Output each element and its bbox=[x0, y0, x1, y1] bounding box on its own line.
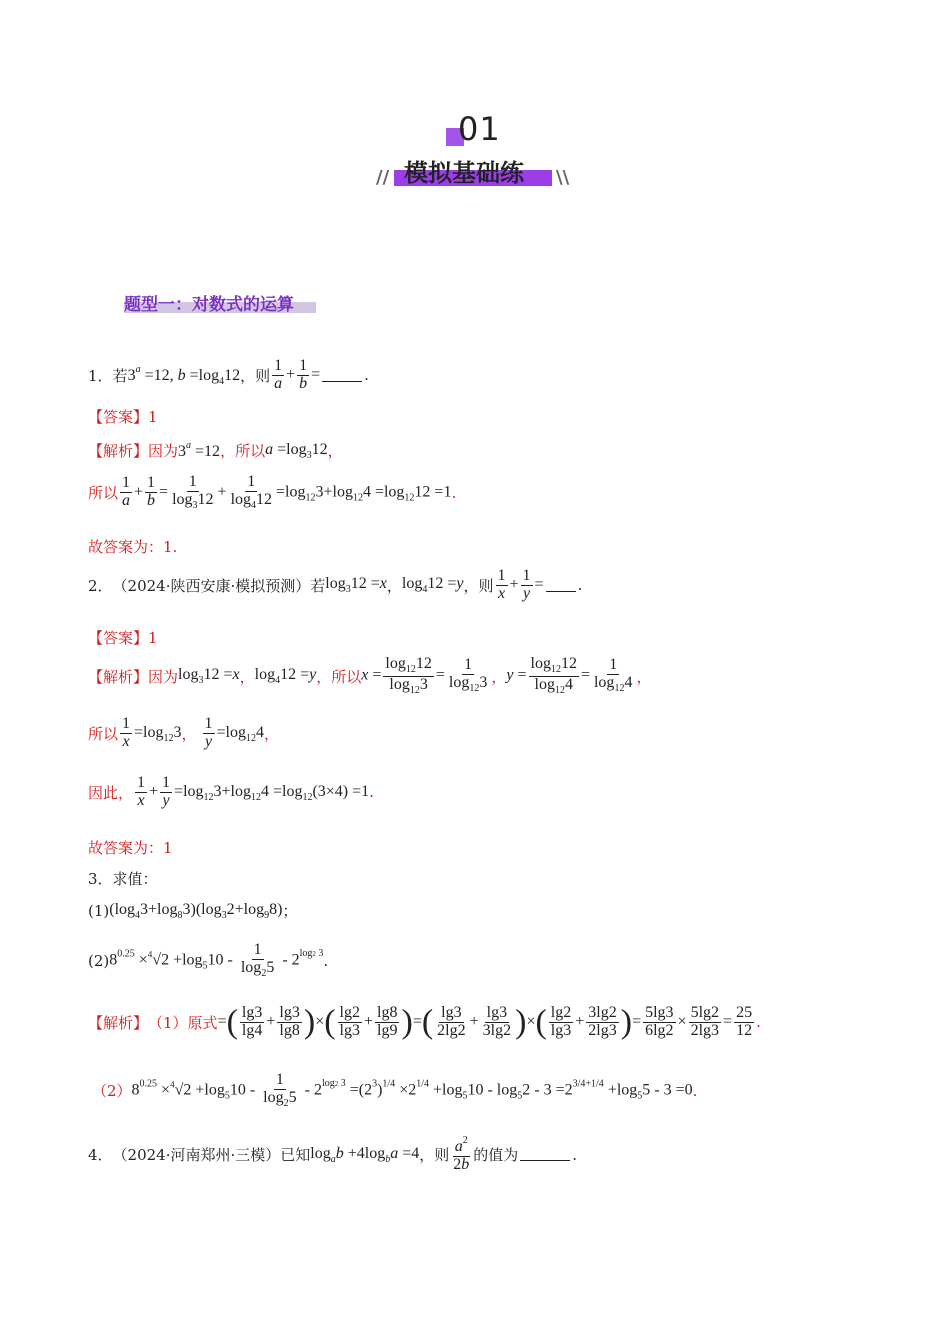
part-label: (2) bbox=[88, 951, 110, 970]
question-3 bbox=[88, 868, 158, 889]
header-right-mark: \\ bbox=[556, 167, 570, 188]
header-number: 01 bbox=[458, 110, 501, 148]
question-3-part-1: (1) $(\log_43+\log_83)(\log_32+\log_98)$ ； bbox=[88, 900, 298, 921]
text: 则 bbox=[434, 1146, 450, 1165]
text: 若 bbox=[310, 576, 326, 595]
answer-value: 1 bbox=[148, 407, 158, 426]
analysis-3-part-1: 【解析】 （1）原式 =( $\frac{\lg 3}{\lg 4}$ + $\frac{\lg 3}{\lg 8}$ )×( $\frac{\lg 2}{\lg 3}$ + $\frac{\lg 8}{\lg 9}$ )=( $\frac{\lg 3}{2\lg 2}$ + $\frac{\lg 3}{3\lg 2}$ )×( $\frac{\lg 2}{\lg 3}$ + $\frac{3\lg 2}{2\lg 3}$ )= $\frac{5\lg 3}{6\lg 2}$ × $\frac{5\lg 2}{2\lg 3}$ = $\frac{25}{12}$ . bbox=[88, 1003, 761, 1041]
part-label: （2） bbox=[92, 1082, 132, 1101]
text: 所以 bbox=[88, 724, 119, 743]
text: 求值： bbox=[112, 870, 158, 888]
final-answer-2 bbox=[88, 837, 173, 858]
analysis-1-line1: 【解析】 因为 $3^a =12$ ， 所以 $a =\log_312$ ， bbox=[88, 440, 343, 461]
text: 所以 bbox=[88, 484, 119, 503]
final-value: 1 bbox=[163, 838, 173, 857]
analysis-label: 【解析】 bbox=[88, 667, 149, 686]
answer-label: 【答案】 bbox=[88, 629, 149, 647]
question-2: 2． （2024·陕西安康·模拟预测） 若 $\log_312 =x$ ， $\log_412 =y$ ， 则 $\frac{1}{x}$ + $\frac{1}{y}$ = . bbox=[88, 567, 583, 602]
text: 的值为 bbox=[473, 1146, 519, 1165]
text: 因为 bbox=[148, 667, 179, 686]
analysis-2-line3: 因此， $\frac{1}{x}$ + $\frac{1}{y}$ $=\log_{12}3+\log_{12}4 =\log_{12}(3\times 4) =1$ . bbox=[88, 774, 374, 809]
answer-blank[interactable] bbox=[546, 579, 576, 592]
section-title: 题型一：对数式的运算 bbox=[124, 295, 294, 315]
text: 则 bbox=[255, 366, 271, 385]
answer-2 bbox=[88, 627, 158, 648]
question-1: 1． 若 $3^a =12$, $b =\log_412$ ， 则 $\frac{1}{a}$ + $\frac{1}{b}$ = . bbox=[88, 357, 369, 392]
text: （1）原式 bbox=[148, 1013, 218, 1032]
analysis-2-line1: 【解析】 因为 $\log_312 =x$ ， $\log_412 =y$ ， 所以 x = $\frac{\log_{12}12}{\log_{12}3}$ = $\frac{1}{\log_{12}3}$ ， y = $\frac{\log_{12}12}{\log_{12}4}$ = $\frac{1}{\log_{12}4}$ ， bbox=[88, 655, 652, 696]
text: 因此， bbox=[88, 783, 134, 802]
text: 所以 bbox=[331, 667, 362, 686]
final-value: 1. bbox=[163, 537, 178, 556]
question-number: 3． bbox=[88, 870, 113, 888]
question-number: 2． bbox=[88, 576, 113, 595]
analysis-3-part-2: （2） $8^{0.25} \times^4√2 +\log_510$ - $\frac{1}{\log_25}$ - $2^{log2 3} =(2^3)^{1/4} \times 2^{1/4} +\log_510 - \log_52 - 3 =2^{3/4+1/4} +\log_55 - 3 =0$ . bbox=[92, 1071, 698, 1109]
text: 因为 bbox=[148, 442, 179, 460]
question-source: （2024·陕西安康·模拟预测） bbox=[112, 576, 311, 595]
answer-label: 【答案】 bbox=[88, 408, 149, 426]
question-3-part-2: (2) $8^{0.25} \times^4√2 +\log_510$ - $\frac{1}{\log_25}$ - $2^{log2 3}$ . bbox=[88, 941, 329, 979]
header-left-mark: // bbox=[376, 167, 390, 188]
analysis-label: 【解析】 bbox=[88, 1013, 149, 1032]
text: 已知 bbox=[280, 1146, 311, 1165]
analysis-label: 【解析】 bbox=[88, 442, 149, 460]
question-number: 4． bbox=[88, 1146, 113, 1165]
question-4: 4． （2024·河南郑州·三模） 已知 $\log_ab +4\log_ba =4$ ， 则 $\frac{a^2}{2b}$ 的值为 . bbox=[88, 1135, 578, 1173]
answer-blank[interactable] bbox=[322, 369, 362, 382]
answer-value: 1 bbox=[148, 628, 158, 647]
question-source: （2024·河南郑州·三模） bbox=[112, 1146, 281, 1165]
analysis-2-line2: 所以 $\frac{1}{x}$ $=\log_{12}3$ ， $\frac{1}{y}$ $=\log_{12}4$ ， bbox=[88, 715, 279, 750]
final-answer-1 bbox=[88, 536, 177, 557]
text: 所以 bbox=[235, 442, 266, 460]
question-number: 1． bbox=[88, 366, 113, 385]
analysis-1-line2: 所以 $\frac{1}{a}$ + $\frac{1}{b}$ = $\frac{1}{\log_312}$ + $\frac{1}{\log_412}$ $=\log_{12}3+\log_{12}4 =\log_{12}12 =1$ . bbox=[88, 473, 457, 511]
part-label: (1) bbox=[88, 901, 110, 920]
text: 若 bbox=[112, 366, 128, 385]
text: 故答案为： bbox=[88, 538, 164, 556]
text: 则 bbox=[478, 576, 494, 595]
answer-1 bbox=[88, 406, 158, 427]
text: 故答案为： bbox=[88, 839, 164, 857]
answer-blank[interactable] bbox=[520, 1148, 570, 1161]
header-title: 模拟基础练 bbox=[404, 159, 524, 187]
